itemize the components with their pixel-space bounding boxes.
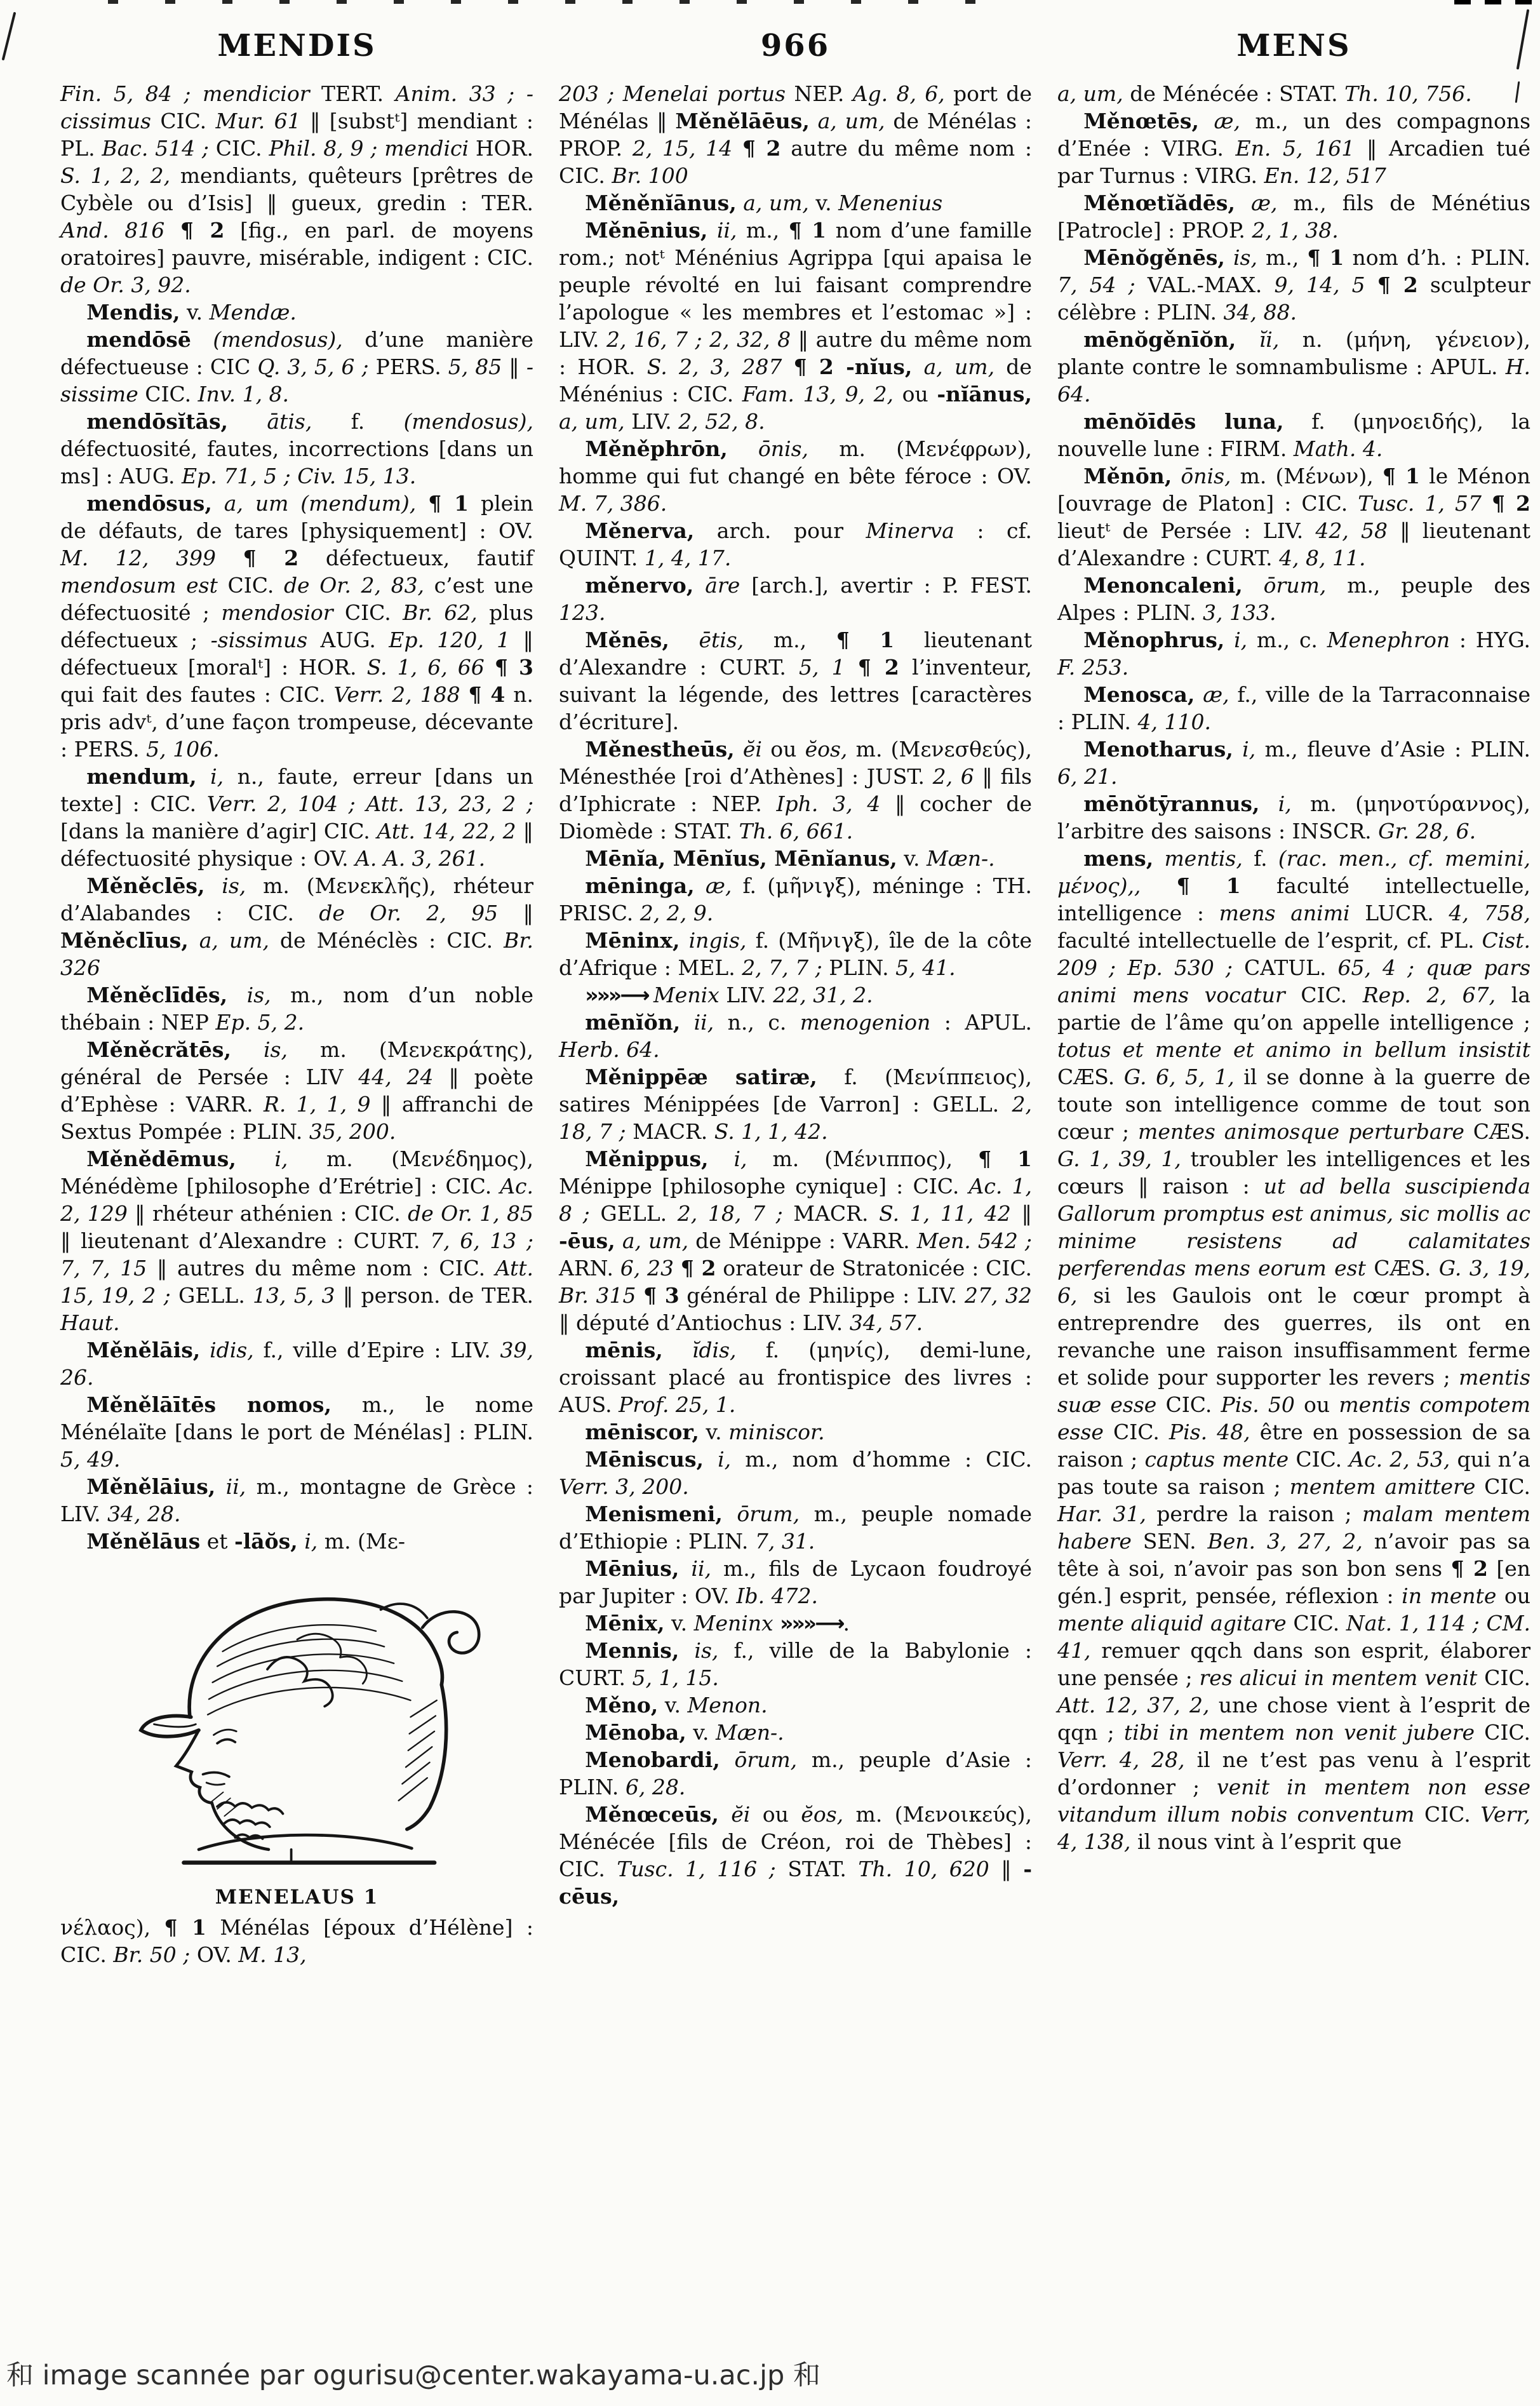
scan-credit: 和 image scannée par ogurisu@center.wakayama-u.ac.jp 和 [6, 2360, 821, 2391]
column-1-entries-after-figure [60, 1914, 533, 1968]
dictionary-entry: mendōsē (mendosus), d’une manière défectueuse : CIC Q. 3, 5, 6 ; PERS. 5, 85 ‖ -sissime CIC. Inv. 1, 8. [60, 327, 534, 407]
dictionary-entry: Mēnĭa, Mēnĭus, Mēnĭanus, v. Mæn-. [585, 846, 995, 871]
dictionary-entry: Měněcrătēs, is, m. (Μενεκράτης), général de Persée : LIV 44, 24 ‖ poète d’Ephèse : VARR. R. 1, 1, 9 ‖ affranchi de Sextus Pompée : PLIN. 35, 200. [60, 1037, 534, 1144]
dictionary-entry: Menosca, æ, f., ville de la Tarraconnaise : PLIN. 4, 110. [1057, 682, 1530, 734]
running-head-left: MENDIS [217, 28, 377, 64]
column-1-entries [60, 80, 533, 1555]
scan-artifact [1454, 0, 1537, 4]
dictionary-entry: Mennis, is, f., ville de la Babylonie : CURT. 5, 1, 15. [559, 1638, 1032, 1690]
dictionary-entry: Fin. 5, 84 ; mendicior TERT. Anim. 33 ; -cissimus CIC. Mur. 61 ‖ [substᵗ] mendiant : PL. Bac. 514 ; CIC. Phil. 8, 9 ; mendici HOR. S. 1, 2, 2, mendiants, quêteurs [prêtres de Cybèle ou d’Isis] ‖ gueux, gredin : TER. And. 816 ¶ 2 [fig., en parl. de moyens oratoires] pauvre, misérable, indigent : CIC. de Or. 3, 92. [60, 81, 534, 297]
dictionary-entry: Měnēs, ētis, m., ¶ 1 lieutenant d’Alexandre : CURT. 5, 1 ¶ 2 l’inventeur, suivant la légende, des lettres [caractères d’écriture]. [559, 628, 1033, 734]
running-head [60, 28, 1530, 64]
text-columns [60, 80, 1530, 1968]
figure-caption: MENELAUS 1 [215, 1886, 379, 1909]
menelaus-engraving-icon [100, 1568, 494, 1872]
dictionary-entry: Měnělāītēs nomos, m., le nome Ménélaïte [dans le port de Ménélas] : PLIN. 5, 49. [60, 1392, 533, 1472]
dictionary-entry: a, um, de Ménécée : STAT. Th. 10, 756. [1057, 81, 1472, 106]
dictionary-entry: mēninga, æ, f. (μῆνιγξ), méninge : TH. PRISC. 2, 2, 9. [559, 873, 1033, 925]
dictionary-entry: 203 ; Menelai portus NEP. Ag. 8, 6, port de Ménélas ‖ Měnělāēus, a, um, de Ménélas : PROP. 2, 15, 14 ¶ 2 autre du même nom : CIC. Br. 100 [559, 81, 1033, 188]
dictionary-entry: Měnēnius, ii, m., ¶ 1 nom d’une famille rom.; notᵗ Ménénius Agrippa [qui apaisa le peuple révolté en lui faisant comprendre l’apologue « les membres et l’estomac »] : LIV. 2, 16, 7 ; 2, 32, 8 ‖ autre du même nom : HOR. S. 2, 3, 287 ¶ 2 -nĭus, a, um, de Ménénius : CIC. Fam. 13, 9, 2, ou -nĭānus, a, um, LIV. 2, 52, 8. [559, 218, 1032, 434]
column-2 [559, 80, 1032, 1968]
column-1 [60, 80, 533, 1968]
dictionary-entry: mēnŏīdēs luna, f. (μηνοειδής), la nouvelle lune : FIRM. Math. 4. [1057, 409, 1530, 461]
dictionary-entry: Měnědēmus, i, m. (Μενέδημος), Ménédème [philosophe d’Erétrie] : CIC. Ac. 2, 129 ‖ rhéteur athénien : CIC. de Or. 1, 85 ‖ lieutenant d’Alexandre : CURT. 7, 6, 13 ; 7, 7, 15 ‖ autres du même nom : CIC. Att. 15, 19, 2 ; GELL. 13, 5, 3 ‖ person. de TER. Haut. [60, 1146, 533, 1335]
dictionary-entry: Měnělāius, ii, m., montagne de Grèce : LIV. 34, 28. [60, 1474, 533, 1526]
menelaus-illustration [60, 1568, 533, 1911]
column-2-entries [559, 80, 1032, 1910]
dictionary-entry: Měněphrōn, ōnis, m. (Μενέφρων), homme qui fut changé en bête féroce : OV. M. 7, 386. [559, 436, 1032, 516]
dictionary-entry: Mēnŏgěnēs, is, m., ¶ 1 nom d’h. : PLIN. 7, 54 ; VAL.-MAX. 9, 14, 5 ¶ 2 sculpteur célèbre : PLIN. 34, 88. [1057, 245, 1531, 325]
dictionary-entry: mens, mentis, f. (rac. men., cf. memini, μένος),, ¶ 1 faculté intellectuelle, intelligence : mens animi LUCR. 4, 758, faculté intellectuelle de l’esprit, cf. PL. Cist. 209 ; Ep. 530 ; CATUL. 65, 4 ; quæ pars animi mens vocatur CIC. Rep. 2, 67, la partie de l’âme qu’on appelle intelligence ; totus et mente et animo in bellum insistit CÆS. G. 6, 5, 1, il se donne à la guerre de toute son intelligence comme de tout son cœur ; mentes animosque perturbare CÆS. G. 1, 39, 1, troubler les intelligences et les cœurs ‖ raison : ut ad bella suscipienda Gallorum promptus est animus, sic mollis ac minime resistens ad calamitates perferendas mens eorum est CÆS. G. 3, 19, 6, si les Gaulois ont le cœur prompt à entreprendre des guerres, ils ont en revanche une raison insuffisamment ferme et solide pour supporter les revers ; mentis suæ esse CIC. Pis. 50 ou mentis compotem esse CIC. Pis. 48, être en possession de sa raison ; captus mente CIC. Ac. 2, 53, qui n’a pas toute sa raison ; mentem amittere CIC. Har. 31, perdre la raison ; malam mentem habere SEN. Ben. 3, 27, 2, n’avoir pas sa tête à soi, n’avoir pas son bon sens ¶ 2 [en gén.] esprit, pensée, réflexion : in mente ou mente aliquid agitare CIC. Nat. 1, 114 ; CM. 41, remuer qqch dans son esprit, élaborer une pensée ; res alicui in mentem venit CIC. Att. 12, 37, 2, une chose vient à l’esprit de qqn ; tibi in mentem non venit jubere CIC. Verr. 4, 28, il ne t’est pas venu à l’esprit d’ordonner ; venit in mentem non esse vitandum illum nobis conventum CIC. Verr, 4, 138, il nous vint à l’esprit que [1057, 846, 1531, 1854]
dictionary-entry: Mēnius, ii, m., fils de Lycaon foudroyé par Jupiter : OV. Ib. 472. [559, 1556, 1032, 1608]
dictionary-entry: Měnœceūs, ĕi ou ĕos, m. (Μενοικεύς), Ménécée [fils de Créon, roi de Thèbes] : CIC. Tusc. 1, 116 ; STAT. Th. 10, 620 ‖ -cēus, [559, 1802, 1033, 1909]
dictionary-entry: Měněclīdēs, is, m., nom d’un noble thébain : NEP Ep. 5, 2. [60, 983, 534, 1035]
dictionary-entry: Měnœtĭădēs, æ, m., fils de Ménétius [Patrocle] : PROP. 2, 1, 38. [1057, 191, 1531, 243]
dictionary-entry: mēnŏtȳrannus, i, m. (μηνοτύραννος), l’arbitre des saisons : INSCR. Gr. 28, 6. [1057, 791, 1530, 843]
scan-artifact [108, 0, 997, 4]
dictionary-entry: Měnělāis, idis, f., ville d’Epire : LIV. 39, 26. [60, 1338, 533, 1390]
dictionary-entry: Mēnoba, v. Mæn-. [585, 1720, 784, 1745]
dictionary-entry: »»»⟶ Menix LIV. 22, 31, 2. [585, 983, 873, 1007]
dictionary-entry: Menotharus, i, m., fleuve d’Asie : PLIN. 6, 21. [1057, 737, 1530, 789]
dictionary-entry: Mendis, v. Mendæ. [86, 300, 297, 325]
dictionary-entry: Měněclēs, is, m. (Μενεκλῆς), rhéteur d’Alabandes : CIC. de Or. 2, 95 ‖ Měněclīus, a, um, de Ménéclès : CIC. Br. 326 [60, 873, 534, 980]
dictionary-entry: mēnĭŏn, ii, n., c. menogenion : APUL. Herb. 64. [559, 1010, 1032, 1062]
dictionary-entry: mēnŏgěnīŏn, ĭi, n. (μήνη, γένειον), plante contre le somnambulisme : APUL. H. 64. [1057, 327, 1530, 407]
dictionary-entry: Měnerva, arch. pour Minerva : cf. QUINT. 1, 4, 17. [559, 518, 1032, 570]
dictionary-entry: Menoncaleni, ōrum, m., peuple des Alpes : PLIN. 3, 133. [1057, 573, 1530, 625]
dictionary-entry: Měnippēæ satiræ, f. (Μενίππειος), satires Ménippées [de Varron] : GELL. 2, 18, 7 ; MACR. S. 1, 1, 42. [559, 1065, 1032, 1144]
dictionary-entry: Mēnix, v. Meninx »»»⟶. [585, 1611, 850, 1636]
running-head-right: MENS [1236, 28, 1351, 64]
column-3 [1057, 80, 1530, 1968]
dictionary-entry: Měněnĭānus, a, um, v. Menenius [585, 191, 943, 215]
dictionary-entry: mēniscor, v. miniscor. [585, 1420, 825, 1444]
scan-artifact [2, 12, 17, 61]
reference-arrow-icon: »»»⟶ [780, 1611, 843, 1636]
dictionary-entry: νέλαος), ¶ 1 Ménélas [époux d’Hélène] : CIC. Br. 50 ; OV. M. 13, [60, 1915, 533, 1967]
dictionary-entry: Měnestheūs, ĕi ou ĕos, m. (Μενεσθεύς), Ménesthée [roi d’Athènes] : JUST. 2, 6 ‖ fils d’Iphicrate : NEP. Iph. 3, 4 ‖ cocher de Diomède : STAT. Th. 6, 661. [559, 737, 1032, 843]
dictionary-entry: mendōsus, a, um (mendum), ¶ 1 plein de défauts, de tares [physiquement] : OV. M. 12, 399 ¶ 2 défectueux, fautif mendosum est CIC. de Or. 2, 83, c’est une défectuosité ; mendosior CIC. Br. 62, plus défectueux ; -sissimus AUG. Ep. 120, 1 ‖ défectueux [moralᵗ] : HOR. S. 1, 6, 66 ¶ 3 qui fait des fautes : CIC. Verr. 2, 188 ¶ 4 n. pris advᵗ, d’une façon trompeuse, décevante : PERS. 5, 106. [60, 491, 534, 762]
dictionary-entry: Menismeni, ōrum, m., peuple nomade d’Ethiopie : PLIN. 7, 31. [559, 1502, 1032, 1554]
reference-arrow-icon: »»»⟶ [585, 983, 654, 1007]
dictionary-entry: Měno, v. Menon. [585, 1693, 768, 1717]
dictionary-entry: Mēninx, ingis, f. (Μῆνιγξ), île de la côte d’Afrique : MEL. 2, 7, 7 ; PLIN. 5, 41. [559, 928, 1032, 980]
dictionary-entry: Měnělāus et -lāŏs, i, m. (Με- [86, 1529, 405, 1554]
dictionary-entry: mendōsĭtās, ātis, f. (mendosus), défectuosité, fautes, incorrections [dans un ms] : AUG. Ep. 71, 5 ; Civ. 15, 13. [60, 409, 533, 488]
column-3-entries [1057, 80, 1530, 1855]
dictionary-entry: Měnōn, ōnis, m. (Μένων), ¶ 1 le Ménon [ouvrage de Platon] : CIC. Tusc. 1, 57 ¶ 2 lieutᵗ de Persée : LIV. 42, 58 ‖ lieutenant d’Alexandre : CURT. 4, 8, 11. [1057, 464, 1530, 570]
page-number: 966 [760, 28, 831, 64]
dictionary-entry: mēnis, ĭdis, f. (μηνίς), demi-lune, croissant placé au frontispice des livres : AUS. Prof. 25, 1. [559, 1338, 1032, 1417]
dictionary-entry: mendum, i, n., faute, erreur [dans un texte] : CIC. Verr. 2, 104 ; Att. 13, 23, 2 ; [dans la manière d’agir] CIC. Att. 14, 22, 2 ‖ défectuosité physique : OV. A. A. 3, 261. [60, 764, 533, 871]
dictionary-entry: Mēniscus, i, m., nom d’homme : CIC. Verr. 3, 200. [559, 1447, 1032, 1499]
dictionary-entry: měnervo, āre [arch.], avertir : P. FEST. 123. [559, 573, 1032, 625]
dictionary-entry: Měnophrus, i, m., c. Menephron : HYG. F. 253. [1057, 628, 1530, 680]
dictionary-entry: Měnœtēs, æ, m., un des compagnons d’Enée : VIRG. En. 5, 161 ‖ Arcadien tué par Turnus : VIRG. En. 12, 517 [1057, 109, 1531, 188]
dictionary-entry: Menobardi, ōrum, m., peuple d’Asie : PLIN. 6, 28. [559, 1747, 1032, 1799]
dictionary-entry: Měnippus, i, m. (Μένιππος), ¶ 1 Ménippe [philosophe cynique] : CIC. Ac. 1, 8 ; GELL. 2, 18, 7 ; MACR. S. 1, 11, 42 ‖ -ēus, a, um, de Ménippe : VARR. Men. 542 ; ARN. 6, 23 ¶ 2 orateur de Stratonicée : CIC. Br. 315 ¶ 3 général de Philippe : LIV. 27, 32 ‖ député d’Antiochus : LIV. 34, 57. [559, 1146, 1032, 1335]
